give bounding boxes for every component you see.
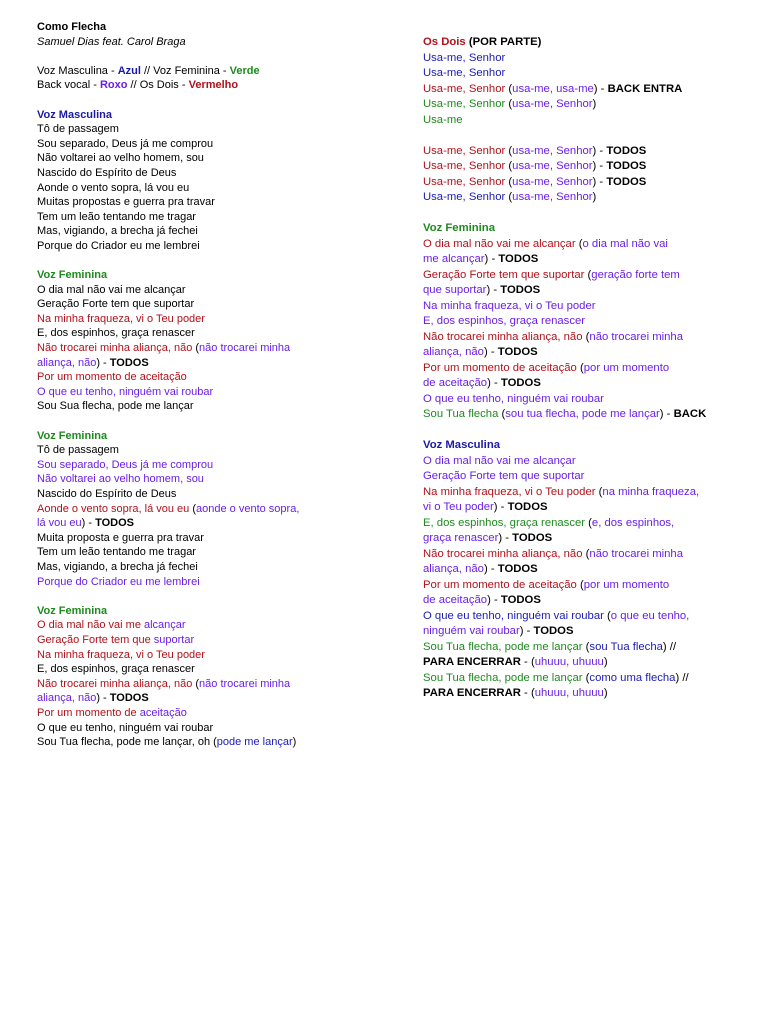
lyric-line (423, 345, 753, 361)
lyric-line (423, 113, 753, 129)
lyric-segment: Usa-me, Senhor (423, 98, 506, 110)
lyric-segment: e, dos espinhos, (591, 516, 675, 529)
lyric-segment: aliança, não (423, 563, 484, 575)
lyric-line (37, 385, 367, 400)
lyric-line (423, 407, 753, 423)
lyric-line (37, 78, 367, 93)
lyric-line (37, 64, 367, 79)
lyric-segment: Não voltarei ao velho homem, sou (37, 473, 204, 486)
lyric-segment: Geração Forte tem que (37, 633, 154, 646)
lyric-segment: O que eu tenho, ninguém vai roubar (423, 392, 604, 405)
lyric-line (423, 221, 753, 237)
lyric-segment: TODOS (533, 625, 574, 637)
lyric-line (423, 376, 753, 392)
lyric-line (37, 633, 367, 648)
lyric-segment: (POR PARTE) (465, 36, 542, 48)
lyric-segment: E, dos espinhos, graça renascer (37, 663, 195, 676)
lyric-segment: O que eu tenho, ninguém vai roubar (423, 609, 604, 622)
left-column (37, 0, 367, 750)
lyric-line (423, 66, 753, 82)
lyric-segment: ( (582, 330, 590, 343)
lyric-segment: O que eu tenho, ninguém vai roubar (37, 385, 214, 398)
lyric-segment: BACK (673, 408, 707, 420)
lyric-line (37, 502, 367, 517)
lyric-line (423, 97, 753, 113)
lyric-segment: Na minha fraqueza, vi o Teu poder (423, 299, 596, 312)
lyric-segment: sou Tua flecha (589, 640, 663, 653)
lyric-segment: Vermelho (188, 79, 239, 92)
lyric-segment: TODOS (512, 532, 553, 544)
lyric-segment: ( (575, 237, 583, 250)
lyric-segment: TODOS (498, 253, 539, 265)
lyric-segment: Tô de passagem (37, 444, 119, 457)
lyric-segment: ) (292, 736, 297, 749)
lyric-line (423, 144, 753, 160)
lyric-segment: Geração Forte tem que suportar (423, 470, 585, 482)
lyric-segment: ( (192, 342, 200, 355)
lyric-segment: não trocarei minha (199, 677, 291, 690)
lyric-segment: Porque do Criador eu me lembrei (37, 239, 200, 252)
lyric-segment: Verde (229, 64, 260, 77)
blank-line (423, 423, 753, 439)
lyric-segment: que suportar (423, 284, 487, 296)
lyric-line (37, 166, 367, 181)
lyric-line (37, 20, 367, 35)
lyric-segment: ) - (592, 144, 607, 157)
lyric-line (37, 560, 367, 575)
lyric-segment: ) - (96, 356, 110, 369)
lyric-segment: Usa-me, Senhor (423, 144, 506, 157)
lyric-segment: não trocarei minha (199, 342, 291, 355)
lyric-segment: Porque do Criador eu me lembrei (37, 575, 200, 588)
lyric-segment: PARA ENCERRAR (423, 656, 521, 668)
lyric-line (423, 51, 753, 67)
lyric-segment: Por um momento de aceitação (423, 578, 577, 591)
lyric-line (423, 314, 753, 330)
lyric-line (37, 370, 367, 385)
lyric-segment: pode me lançar (216, 736, 293, 749)
lyric-line (37, 399, 367, 414)
lyric-segment: ( (576, 361, 584, 374)
lyric-segment: ) - (484, 253, 499, 265)
lyric-segment: TODOS (109, 356, 149, 369)
lyric-line (37, 326, 367, 341)
lyric-segment: Sou separado, Deus já me comprou (37, 458, 214, 471)
lyric-line (37, 210, 367, 225)
lyric-segment: ( (576, 578, 584, 591)
lyric-segment: suportar (153, 633, 195, 646)
lyric-segment: ) - (81, 517, 96, 530)
lyric-segment: E, dos espinhos, graça renascer (423, 315, 586, 327)
lyric-line (423, 686, 753, 702)
lyric-segment: ) - (592, 175, 607, 188)
lyric-line (37, 429, 367, 444)
lyric-segment: Voz Masculina - (37, 64, 118, 77)
blank-line (37, 254, 367, 269)
lyric-line (37, 735, 367, 750)
lyric-line (37, 283, 367, 298)
lyric-line (37, 268, 367, 283)
lyric-segment: TODOS (606, 175, 647, 188)
lyric-segment: ) - (96, 692, 110, 705)
lyric-segment: Sou Tua flecha, pode me lançar (423, 640, 583, 653)
lyric-segment: o que eu tenho, (610, 609, 690, 622)
lyric-segment: Aonde o vento sopra, lá vou eu (37, 181, 190, 194)
lyric-segment: Voz Masculina (423, 439, 501, 451)
lyric-line (423, 469, 753, 485)
lyric-segment: Geração Forte tem que suportar (423, 268, 585, 281)
lyric-segment: de aceitação (423, 377, 488, 389)
lyric-segment: Usa-me, Senhor (423, 160, 506, 172)
lyric-segment: Não trocarei minha aliança, não (37, 677, 193, 690)
lyric-line (423, 671, 753, 687)
lyric-line (423, 252, 753, 268)
lyric-segment: ) (592, 98, 597, 110)
lyric-segment: ( (505, 191, 513, 203)
lyric-segment: sou tua flecha, pode me lançar (505, 408, 660, 420)
lyric-segment: vi o Teu poder (423, 501, 494, 513)
lyric-segment: ) - (487, 377, 501, 389)
lyric-segment: ( (582, 671, 590, 684)
lyric-line (423, 237, 753, 253)
lyric-segment: Na minha fraqueza, vi o Teu poder (423, 485, 596, 498)
lyric-segment: usa-me, Senhor (512, 175, 593, 188)
lyric-line (37, 297, 367, 312)
lyric-segment: ) - (493, 501, 508, 513)
lyric-segment: Nascido do Espírito de Deus (37, 166, 177, 179)
lyric-line (37, 531, 367, 546)
lyric-segment: ) - (486, 284, 501, 296)
lyric-segment: ( (585, 516, 592, 529)
lyric-line (423, 283, 753, 299)
lyric-line (37, 312, 367, 327)
lyric-segment: Samuel Dias feat. Carol Braga (37, 35, 186, 48)
lyric-segment: TODOS (497, 563, 538, 575)
lyric-segment: ) (603, 687, 608, 699)
lyric-line (423, 485, 753, 501)
right-column (423, 0, 753, 702)
lyric-segment: Voz Feminina (423, 222, 495, 234)
lyric-segment: Não voltarei ao velho homem, sou (37, 152, 204, 165)
lyric-segment: usa-me, Senhor (512, 98, 593, 110)
lyric-line (423, 640, 753, 656)
lyric-line (37, 721, 367, 736)
lyric-segment: Mas, vigiando, a brecha já fechei (37, 560, 198, 573)
lyric-segment: me alcançar (423, 253, 485, 265)
lyric-line (37, 545, 367, 560)
lyric-segment: uhuuu, uhuuu (534, 656, 604, 668)
lyric-line (423, 175, 753, 191)
lyric-segment: aliança, não (37, 692, 97, 705)
lyric-segment: de aceitação (423, 594, 488, 606)
lyric-line (37, 195, 367, 210)
blank-line (37, 589, 367, 604)
lyric-line (423, 454, 753, 470)
lyric-line (423, 516, 753, 532)
lyric-segment: Usa-me, Senhor (423, 51, 506, 64)
lyric-segment: BACK ENTRA (607, 82, 683, 95)
lyric-segment: aonde o vento sopra, (196, 502, 300, 515)
lyric-segment: ( (505, 98, 513, 110)
lyric-segment: ( (603, 609, 611, 622)
lyric-segment: ) - (593, 82, 608, 95)
lyric-segment: Sou Tua flecha, pode me lançar (423, 671, 583, 684)
lyric-segment: // Os Dois - (127, 79, 189, 92)
lyric-segment: lá vou eu (37, 517, 82, 530)
lyric-segment: Por um momento de (37, 706, 140, 719)
lyric-segment: graça renascer (423, 532, 499, 544)
lyric-segment: ) - (487, 594, 501, 606)
lyric-line (37, 122, 367, 137)
lyric-line (37, 35, 367, 50)
lyric-line (423, 531, 753, 547)
lyric-segment: Usa-me, Senhor (423, 175, 506, 188)
lyric-segment: E, dos espinhos, graça renascer (37, 327, 195, 340)
lyric-segment: ) - (483, 563, 498, 575)
lyric-segment: Não trocarei minha aliança, não (37, 342, 193, 355)
lyric-segment: O que eu tenho, ninguém vai roubar (37, 721, 214, 734)
lyric-segment: Azul (117, 64, 141, 77)
lyric-segment: Muita proposta e guerra pra travar (37, 531, 204, 544)
lyric-segment: não trocarei minha (589, 547, 683, 560)
lyric-line (37, 516, 367, 531)
lyric-segment: Tô de passagem (37, 123, 119, 136)
lyric-segment: TODOS (500, 377, 541, 389)
lyric-segment: Usa-me, Senhor (423, 191, 506, 203)
blank-line (37, 49, 367, 64)
lyric-line (423, 361, 753, 377)
lyric-line (37, 648, 367, 663)
lyric-segment: Os Dois (423, 36, 466, 48)
lyric-segment: O dia mal não vai me alcançar (423, 237, 576, 250)
lyric-line (423, 82, 753, 98)
lyric-line (37, 239, 367, 254)
lyric-segment: E, dos espinhos, graça renascer (423, 516, 586, 529)
lyric-segment: Sou separado, Deus já me comprou (37, 137, 214, 150)
lyric-segment: ) - (592, 160, 607, 172)
lyric-segment: ) (592, 191, 597, 203)
lyric-segment: TODOS (507, 501, 548, 513)
lyric-segment: usa-me, Senhor (512, 144, 593, 157)
lyric-segment: aceitação (139, 706, 187, 719)
lyric-line (37, 706, 367, 721)
lyric-line (423, 593, 753, 609)
lyric-segment: Como Flecha (37, 21, 107, 33)
blank-line (423, 206, 753, 222)
lyric-segment: Usa-me (423, 113, 463, 126)
lyric-segment: TODOS (109, 692, 149, 705)
lyric-segment: Geração Forte tem que suportar (37, 298, 195, 311)
lyric-segment: usa-me, Senhor (512, 191, 593, 203)
lyric-segment: aliança, não (423, 346, 484, 358)
lyric-line (423, 299, 753, 315)
lyric-segment: ) // (662, 640, 677, 653)
lyric-segment: Não trocarei minha aliança, não (423, 547, 583, 560)
lyric-segment: Na minha fraqueza, vi o Teu poder (37, 312, 205, 325)
lyric-line (37, 224, 367, 239)
lyric-segment: TODOS (606, 144, 647, 157)
lyric-line (423, 268, 753, 284)
blank-line (423, 128, 753, 144)
lyric-line (37, 575, 367, 590)
lyric-segment: ( (192, 677, 200, 690)
lyric-segment: Usa-me, Senhor (423, 82, 506, 95)
lyric-segment: usa-me, Senhor (512, 160, 593, 172)
lyric-line (37, 151, 367, 166)
lyric-segment: O dia mal não vai me alcançar (423, 454, 576, 467)
lyric-segment: Tem um leão tentando me tragar (37, 210, 196, 223)
lyric-line (37, 137, 367, 152)
lyric-segment: Voz Masculina (37, 108, 112, 121)
lyric-segment: geração forte tem (591, 268, 680, 281)
lyric-segment: alcançar (144, 619, 186, 632)
lyric-line (423, 190, 753, 206)
lyric-line (37, 108, 367, 123)
lyric-segment: aliança, não (37, 356, 97, 369)
lyric-line (423, 609, 753, 625)
lyric-segment: ( (505, 82, 513, 95)
lyric-segment: Sou Tua flecha, pode me lançar, oh ( (37, 736, 217, 749)
lyric-line (423, 159, 753, 175)
lyric-segment: ( (505, 160, 513, 172)
lyric-segment: uhuuu, uhuuu (534, 687, 604, 699)
lyric-segment: Sou Sua flecha, pode me lançar (37, 400, 194, 413)
lyric-segment: não trocarei minha (589, 330, 683, 343)
lyric-segment: Por um momento de aceitação (423, 361, 577, 374)
lyric-segment: Por um momento de aceitação (37, 371, 187, 384)
lyric-segment: usa-me, usa-me (512, 82, 594, 95)
lyric-segment: Mas, vigiando, a brecha já fechei (37, 225, 198, 238)
lyric-segment: O dia mal não vai me (37, 619, 144, 632)
lyric-segment: Voz Feminina (37, 429, 108, 442)
lyric-line (423, 438, 753, 454)
lyric-line (423, 35, 753, 51)
lyric-segment: TODOS (500, 284, 541, 296)
lyric-segment: como uma flecha (589, 671, 676, 684)
lyric-line (37, 618, 367, 633)
lyric-segment: o dia mal não vai (582, 237, 668, 250)
lyric-segment: ( (582, 547, 590, 560)
lyric-segment: na minha fraqueza, (602, 485, 700, 498)
blank-line (37, 414, 367, 429)
lyric-segment: TODOS (500, 594, 541, 606)
lyric-segment: Sou Tua flecha (423, 408, 499, 420)
lyric-segment: ) (603, 656, 608, 668)
lyric-segment: TODOS (497, 346, 538, 358)
lyric-segment: ( (595, 485, 603, 498)
lyric-line (37, 458, 367, 473)
lyric-segment: ) - (498, 532, 513, 544)
lyric-segment: TODOS (95, 517, 135, 530)
lyric-line (37, 181, 367, 196)
lyric-line (37, 341, 367, 356)
lyric-segment: Voz Feminina (37, 269, 108, 282)
lyric-segment: ninguém vai roubar (423, 625, 520, 637)
lyric-line (37, 443, 367, 458)
lyric-segment: ( (505, 175, 513, 188)
lyric-segment: ) - (483, 346, 498, 358)
lyric-line (37, 691, 367, 706)
lyric-segment: - ( (520, 656, 535, 668)
lyric-segment: ( (505, 144, 513, 157)
lyric-line (423, 655, 753, 671)
lyric-line (37, 677, 367, 692)
lyric-line (37, 487, 367, 502)
lyric-line (37, 356, 367, 371)
lyric-segment: ( (189, 502, 197, 515)
lyric-line (423, 547, 753, 563)
lyric-line (37, 604, 367, 619)
lyric-line (423, 578, 753, 594)
lyric-segment: Na minha fraqueza, vi o Teu poder (37, 648, 205, 661)
lyric-segment: Aonde o vento sopra, lá vou eu (37, 502, 190, 515)
blank-line (37, 93, 367, 108)
lyric-segment: TODOS (606, 160, 647, 172)
lyric-segment: ) // (675, 671, 689, 684)
lyric-segment: - ( (520, 687, 535, 699)
lyric-segment: por um momento (583, 361, 670, 374)
lyric-segment: ) - (519, 625, 534, 637)
lyric-segment: ) - (659, 408, 674, 420)
lyric-segment: Voz Feminina (37, 604, 108, 617)
lyric-line (423, 624, 753, 640)
lyric-segment: Usa-me, Senhor (423, 67, 506, 79)
lyric-segment: ( (498, 408, 506, 420)
lyric-line (423, 562, 753, 578)
lyric-line (423, 392, 753, 408)
lyric-segment: Back vocal - (37, 79, 100, 92)
lyric-segment: Tem um leão tentando me tragar (37, 546, 196, 559)
lyric-segment: Nascido do Espírito de Deus (37, 488, 177, 500)
lyric-segment: Não trocarei minha aliança, não (423, 330, 583, 343)
lyric-segment: Muitas propostas e guerra pra travar (37, 196, 215, 209)
lyric-line (37, 472, 367, 487)
lyric-segment: O dia mal não vai me alcançar (37, 283, 186, 296)
lyric-segment: ( (584, 268, 592, 281)
lyric-segment: Roxo (99, 79, 128, 92)
lyric-segment: ( (582, 640, 590, 653)
lyric-segment: por um momento (583, 578, 670, 591)
lyric-line (423, 330, 753, 346)
lyric-segment: // Voz Feminina - (140, 64, 230, 77)
lyric-line (37, 662, 367, 677)
lyric-line (423, 500, 753, 516)
lyric-segment: PARA ENCERRAR (423, 687, 521, 699)
